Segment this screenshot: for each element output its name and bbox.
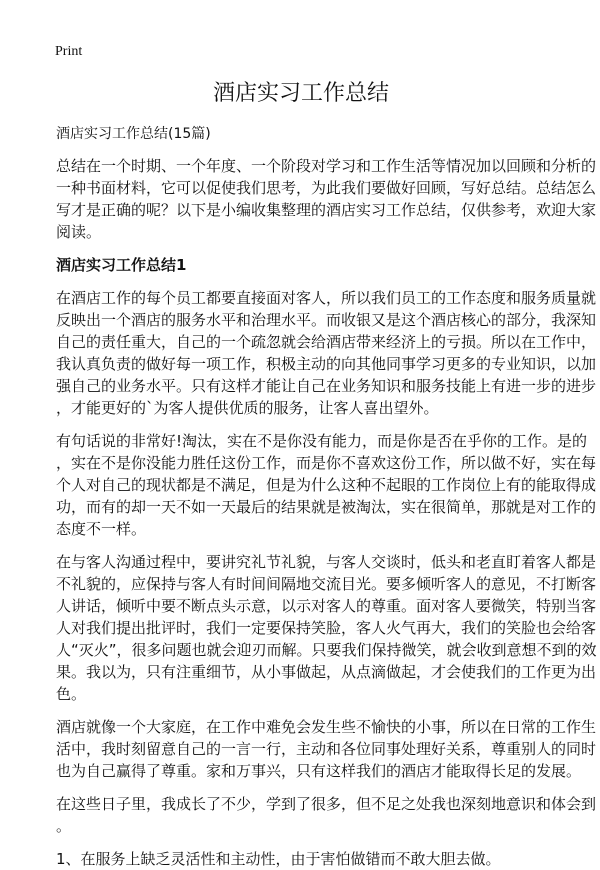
paragraph — [56, 430, 597, 540]
text-line: 总结在一个时期、一个年度、一个阶段对学习和工作生活等情况加以回顾和分析的 — [56, 157, 597, 175]
text-line: ，实在不是你没能力胜任这份工作，而是你不喜欢这份工作，所以做不好，实在每 — [56, 454, 597, 472]
paragraph — [56, 551, 597, 705]
page-title: 酒店实习工作总结 — [212, 81, 389, 106]
text-line: 人“灭火”，很多问题也就会迎刃而解。只要我们保持微笑，就会收到意想不到的效 — [56, 641, 597, 659]
text-line: 有句话说的非常好!淘汰，实在不是你没有能力，而是你是否在乎你的工作。是的 — [56, 432, 588, 450]
text-line: 在与客人沟通过程中，要讲究礼节礼貌，与客人交谈时，低头和老直盯着客人都是 — [56, 553, 597, 571]
text-line: 人讲话，倾听中要不断点头示意，以示对客人的尊重。面对客人要微笑，特别当客 — [56, 597, 597, 615]
text-line: 自己的责任重大，自己的一个疏忽就会给酒店带来经济上的亏损。所以在工作中， — [56, 333, 597, 351]
paragraph — [56, 716, 597, 782]
text-line: 功，而有的却一天不如一天最后的结果就是被淘汰，实在很简单，那就是对工作的 — [56, 498, 597, 516]
body-paragraphs — [56, 287, 597, 870]
text-line: 强自己的业务水平。只有这样才能让自己在业务知识和服务技能上有进一步的进步 — [56, 377, 597, 395]
text-line: 也为自己赢得了尊重。家和万事兴，只有这样我们的酒店才能取得长足的发展。 — [56, 762, 582, 780]
text-line: 果。我以为，只有注重细节，从小事做起，从点滴做起，才会使我们的工作更为出 — [56, 663, 597, 681]
intro-paragraph — [56, 155, 597, 243]
text-line: 酒店就像一个大家庭，在工作中难免会发生些不愉快的小事，所以在日常的工作生 — [56, 718, 597, 736]
text-line: 在这些日子里，我成长了不少，学到了很多，但不足之处我也深刻地意识和体会到 — [56, 795, 597, 813]
text-line: 色。 — [56, 685, 87, 703]
text-line: 个人对自己的现状都是不满足，但是为什么这种不起眼的工作岗位上有的能取得成 — [56, 476, 597, 494]
paragraph — [56, 793, 597, 837]
text-line: 态度不一样。 — [56, 520, 147, 538]
text-line: 一种书面材料，它可以促使我们思考，为此我们要做好回顾，写好总结。总结怎么 — [56, 179, 597, 197]
text-line: 写才是正确的呢？以下是小编收集整理的酒店实习工作总结，仅供参考，欢迎大家 — [56, 201, 597, 219]
section-heading: 酒店实习工作总结1 — [56, 256, 187, 274]
text-line: 阅读。 — [56, 223, 102, 241]
text-line: 反映出一个酒店的服务水平和治理水平。而收银又是这个酒店核心的部分，我深知 — [56, 311, 597, 329]
text-line: 。 — [56, 817, 72, 835]
paragraph — [56, 287, 597, 419]
text-line: 1、在服务上缺乏灵活性和主动性，由于害怕做错而不敢大胆去做。 — [56, 850, 501, 868]
print-link[interactable]: Print — [55, 44, 83, 59]
text-line: 我认真负责的做好每一项工作，积极主动的向其他同事学习更多的专业知识，以加 — [56, 355, 597, 373]
text-line: 在酒店工作的每个员工都要直接面对客人，所以我们员工的工作态度和服务质量就 — [56, 289, 597, 307]
text-line: 不礼貌的，应保持与客人有时间间隔地交流目光。要多倾听客人的意见，不打断客 — [56, 575, 597, 593]
text-line: ，才能更好的`为客人提供优质的服务，让客人喜出望外。 — [56, 399, 439, 417]
subtitle: 酒店实习工作总结(15篇) — [56, 126, 211, 142]
text-line: 活中，我时刻留意自己的一言一行，主动和各位同事处理好关系，尊重别人的同时 — [56, 740, 597, 758]
text-line: 人对我们提出批评时，我们一定要保持笑脸，客人火气再大，我们的笑脸也会给客 — [56, 619, 597, 637]
paragraph — [56, 848, 556, 870]
